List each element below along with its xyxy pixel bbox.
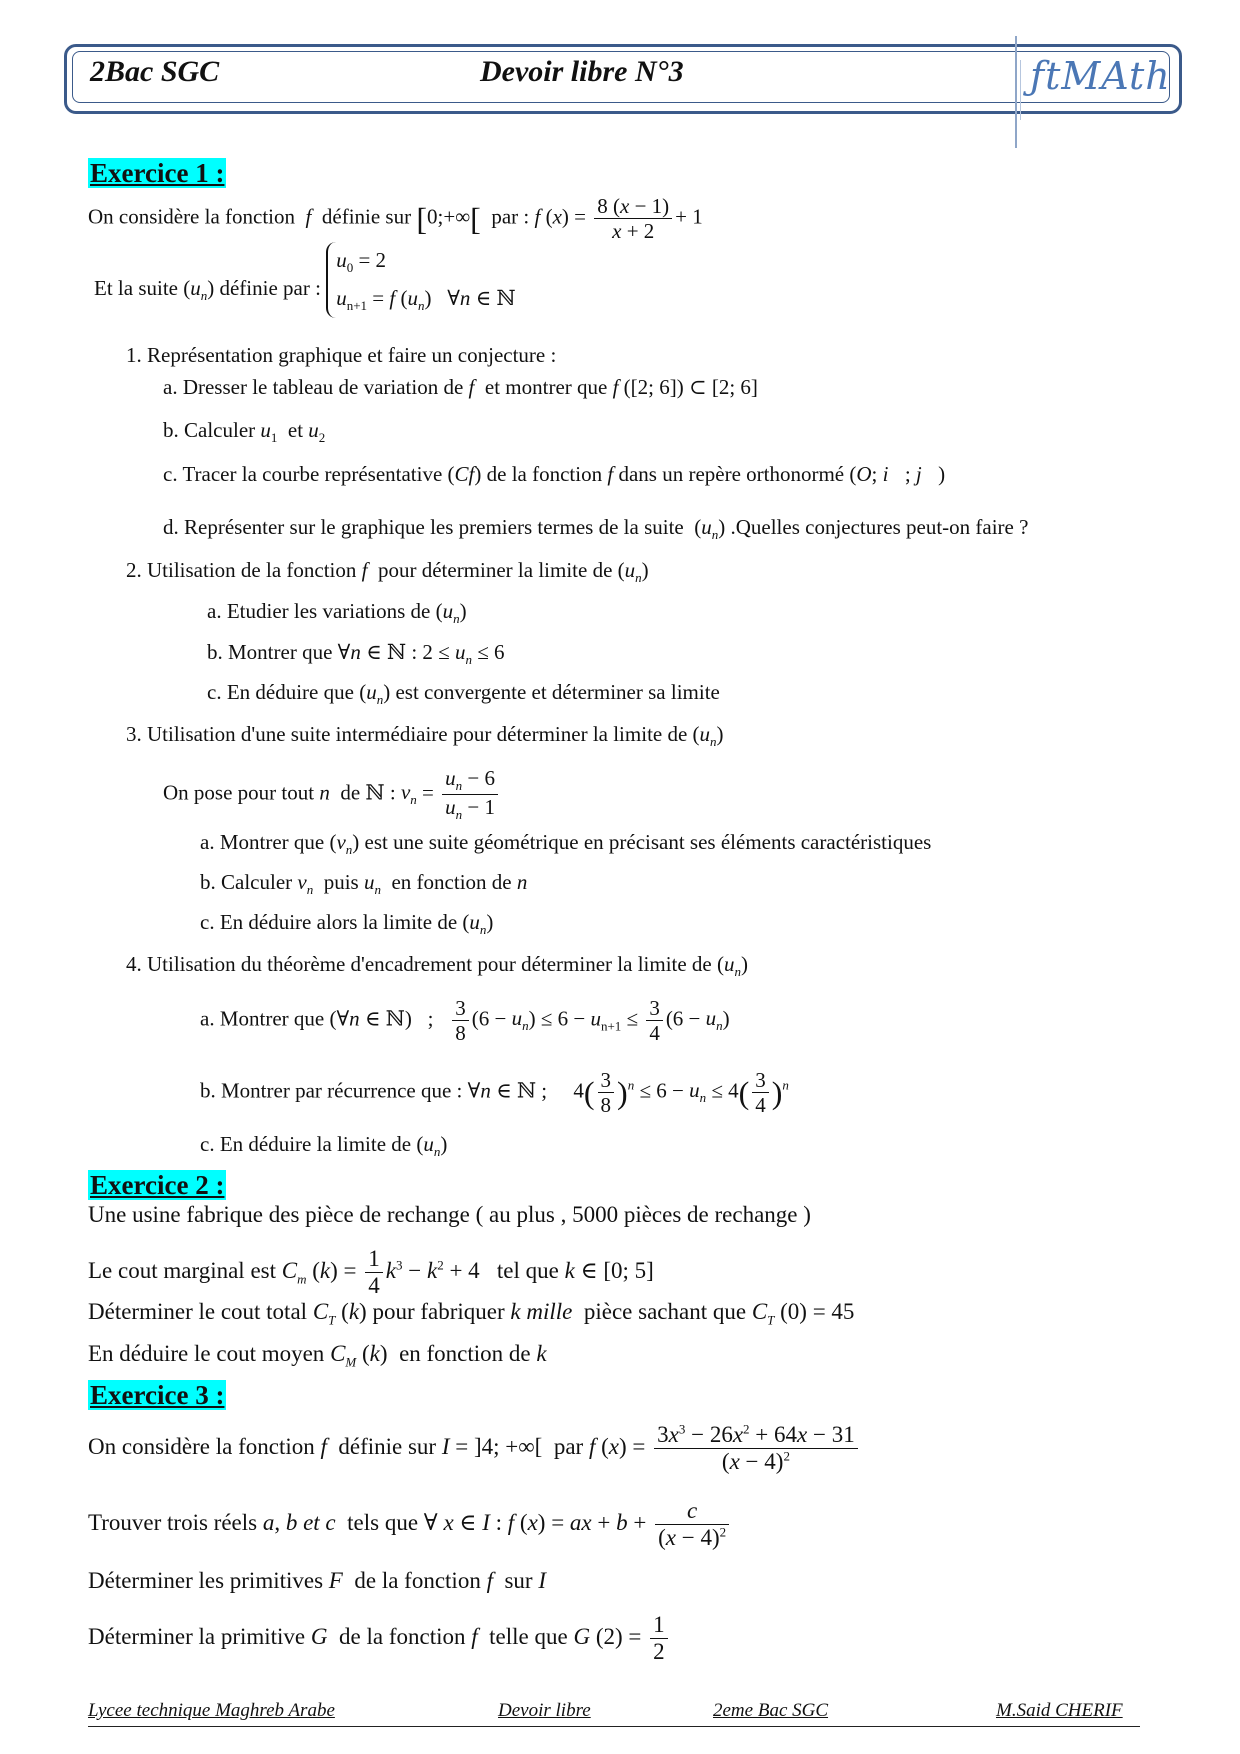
ex2-line-3: Déterminer le cout total $C_T$ (k) pour fabriquer k mille pièce sachant que $C_T$ (0) = 45	[88, 1299, 855, 1328]
ex1-function-definition: On considère la fonction f définie sur [0;+∞[ par : f (x) = $\frac{8 (x - 1)}{x + 2}$ + 1	[88, 194, 703, 244]
question-4b: b. Montrer par récurrence que : ∀n ∈ ℕ ; 4( $\frac{3}{8}$ )$^n \le 6 - u_n \le 4$( $\frac{3}{4}$ )$^n$	[200, 1068, 789, 1118]
ex3-line-2: Trouver trois réels a, b et c tels que ∀ x ∈ I : f (x) = ax + b + $\frac{c}{(x - 4)^2}$	[88, 1498, 732, 1552]
footer-rule	[88, 1726, 1140, 1727]
ex2-line-1: Une usine fabrique des pièce de rechange ( au plus , 5000 pièces de rechange )	[88, 1202, 811, 1227]
logo-divider-thin	[1020, 60, 1021, 120]
question-1d: d. Représenter sur le graphique les premiers termes de la suite $(u_n)$ .Quelles conjectures peut-on faire ?	[163, 515, 1029, 543]
ex2-line-2: Le cout marginal est $C_m$ (k) = $\frac{1}{4}$ $k^3 - k^2 + 4$ tel que k ∈ [0; 5]	[88, 1246, 654, 1299]
question-3b: b. Calculer $v_n$ puis $u_n$ en fonction de n	[200, 870, 528, 898]
question-4: 4. Utilisation du théorème d'encadrement pour déterminer la limite de $(u_n)$	[126, 952, 749, 980]
footer-doc: Devoir libre	[498, 1700, 591, 1721]
logo-divider	[1015, 36, 1017, 148]
footer-level: 2eme Bac SGC	[713, 1700, 829, 1721]
class-label: 2Bac SGC	[90, 55, 220, 88]
question-4a: a. Montrer que (∀n ∈ ℕ) ; $\frac{3}{8}$ $(6 - u_n) \le 6 - u_{n+1}$ ≤ $\frac{3}{4}$ $(6 - u_n)$	[200, 996, 730, 1046]
question-1b: b. Calculer $u_1$ et $u_2$	[163, 418, 326, 446]
question-2: 2. Utilisation de la fonction f pour déterminer la limite de $(u_n)$	[126, 558, 649, 586]
page-title: Devoir libre N°3	[480, 55, 684, 88]
question-2a: a. Etudier les variations de $(u_n)$	[207, 599, 467, 627]
question-3-definition: On pose pour tout n de ℕ : $v_n$ = $\frac{u_n - 6}{u_n - 1}$	[163, 766, 501, 823]
question-3: 3. Utilisation d'une suite intermédiaire pour déterminer la limite de $(u_n)$	[126, 722, 724, 750]
exercise-1-heading: Exercice 1 :	[90, 158, 225, 188]
footer-school: Lycee technique Maghreb Arabe	[88, 1700, 335, 1721]
question-1c: c. Tracer la courbe représentative (Cf) de la fonction f dans un repère orthonormé (O; i⃗; j⃗)	[163, 462, 946, 486]
question-2b: b. Montrer que ∀n ∈ ℕ : $2 \le u_n \le 6$	[207, 640, 505, 668]
ex2-line-4: En déduire le cout moyen $C_M$ (k) en fonction de k	[88, 1341, 547, 1370]
exercise-3-heading: Exercice 3 :	[90, 1380, 225, 1410]
question-4c: c. En déduire la limite de $(u_n)$	[200, 1132, 448, 1160]
ex1-sequence-definition: Et la suite $(u_n)$ définie par : $u_0 = 2$ $u_{n+1} = f$ $(u_n)$ ∀n ∈ ℕ	[94, 262, 516, 318]
footer-author: M.Said CHERIF	[996, 1700, 1123, 1721]
question-1: 1. Représentation graphique et faire un conjecture :	[126, 343, 557, 367]
ex3-line-4: Déterminer la primitive G de la fonction f telle que G (2) = $\frac{1}{2}$	[88, 1612, 671, 1666]
exercise-2-heading: Exercice 2 :	[90, 1170, 225, 1200]
question-1a: a. Dresser le tableau de variation de f et montrer que f ([2; 6]) ⊂ [2; 6]	[163, 375, 758, 399]
question-2c: c. En déduire que $(u_n)$ est convergente et déterminer sa limite	[207, 680, 720, 708]
ex3-line-3: Déterminer les primitives F de la fonction f sur I	[88, 1568, 547, 1593]
ex3-line-1: On considère la fonction f définie sur I = ]4; +∞[ par f (x) = $\frac{3x^3 - 26x^2 + 64x - 31}{(x - 4)^2}$	[88, 1422, 861, 1476]
site-logo: ƒtMAth	[1030, 54, 1171, 98]
question-3c: c. En déduire alors la limite de $(u_n)$	[200, 910, 494, 938]
question-3a: a. Montrer que $(v_n)$ est une suite géométrique en précisant ses éléments caractéristiques	[200, 830, 932, 858]
